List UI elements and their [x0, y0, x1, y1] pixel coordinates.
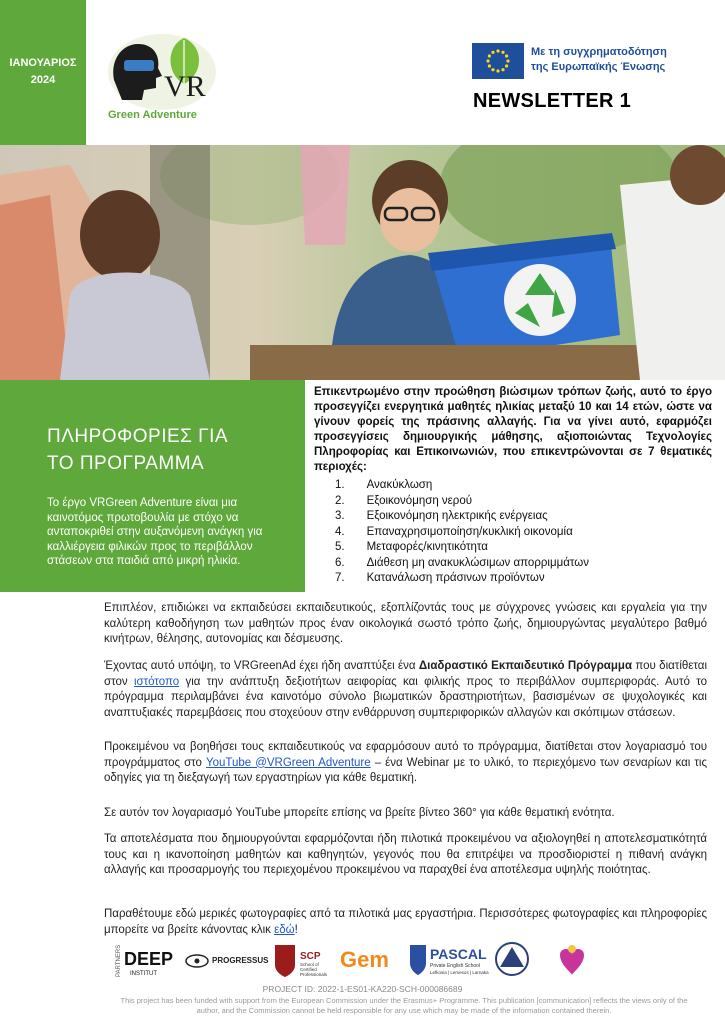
pascal-logo-sub2: Lefkosia | Lemesos | Larnaka	[430, 970, 489, 975]
list-item	[312, 556, 692, 572]
list-item-number: 7.	[335, 572, 345, 584]
body-paragraph-teachers: Επιπλέον, επιδιώκει να εκπαιδεύσει εκπαιδευτικούς, εξοπλίζοντάς τους με σύγχρονες γνώσεις και εργαλεία για την καλύτερη καθοδήγηση των μαθητών προς έναν οικολογικά σωστό τρόπο ζωής, δημιουργώντας μεγαλύτερο βαθμό κινήτρων, θέλησης, αυτονομίας και δέσμευσης.	[104, 602, 707, 645]
p6-text-b: !	[294, 923, 298, 936]
scp-logo-sub3: Professionals	[300, 972, 328, 977]
eu-text-line1: Με τη συγχρηματοδότηση	[531, 46, 667, 58]
list-item	[312, 509, 692, 525]
pascal-logo	[410, 945, 489, 975]
scp-logo-sub2: Certified	[300, 967, 317, 972]
date-box	[0, 0, 86, 145]
list-item	[312, 540, 692, 556]
website-link[interactable]: ιστότοπο	[133, 675, 180, 688]
list-item-label: Εξοικονόμηση ηλεκτρικής ενέργειας	[366, 510, 548, 522]
info-title-line2: ΤΟ ΠΡΟΓΡΑΜΜΑ	[47, 453, 205, 474]
p3-text-b: – ένα Webinar με το υλικό, το περιεχόμενο των σεναρίων και τις οδηγίες για τη διεξαγωγή των εργαστηρίων για κάθε θεματική.	[104, 756, 708, 784]
triangle-institution-logo	[496, 943, 528, 975]
list-item-number: 3.	[335, 510, 345, 522]
list-item-label: Εξοικονόμηση νερού	[366, 494, 473, 507]
list-item-label: Μεταφορές/κινητικότητα	[366, 541, 488, 553]
body-paragraph-photos	[104, 907, 707, 938]
list-item	[312, 571, 692, 587]
list-item	[312, 478, 692, 494]
list-item-label: Ανακύκλωση	[366, 479, 433, 491]
scp-logo	[275, 945, 328, 977]
logo-vr-text: VR	[164, 70, 206, 103]
list-item	[312, 494, 692, 510]
p2-text-b: που διατίθεται στον	[104, 660, 707, 688]
list-item	[312, 525, 692, 541]
funding-disclaimer: This project has been funded with support from the European Commission under the Erasmus+ Programme. This publication [communication] reflects the views only of the author, and the Commission cannot be held responsible for any use which may be made of the information contained therein.	[120, 996, 688, 1015]
gem-logo-text: Gem	[340, 947, 389, 972]
list-item-number: 4.	[335, 525, 345, 538]
info-title-line1: ΠΛΗΡΟΦΟΡΙΕΣ ΓΙΑ	[47, 426, 229, 447]
month-label: ΙΑΝΟΥΑΡΙΟΣ	[9, 57, 77, 69]
photos-link[interactable]: εδώ	[274, 923, 295, 936]
p3-text-a: Προκειμένου να βοηθήσει τους εκπαιδευτικούς να εφαρμόσουν αυτό το πρόγραμμα, διατίθεται στον λογαριασμό του προγράμματος στο	[104, 741, 707, 769]
eu-cofunding	[472, 40, 702, 80]
info-panel	[0, 380, 305, 592]
youtube-channel-link[interactable]: YouTube @VRGreen Adventure	[205, 756, 371, 769]
partner-logos	[110, 935, 610, 985]
list-item-number: 6.	[335, 556, 345, 569]
eu-text-line2: της Ευρωπαϊκής Ένωσης	[531, 61, 666, 73]
intro-paragraph: Επικεντρωμένο στην προώθηση βιώσιμων τρόπων ζωής, αυτό το έργο προσεγγίζει ενεργητικά μαθητές ηλικίας μεταξύ 10 και 14 ετών, ώστε να γίνουν φορείς της πράσινης αλλαγής. Για να γίνει αυτό, εφαρμόζει προσεγγίσεις δημιουργικής μάθησης, αξιοποιώντας Τεχνολογίες Πληροφορίας και Επικοινωνιών, που επικεντρώνονται σε 7 θεματικές περιοχές:	[314, 386, 712, 473]
body-paragraph-program	[104, 659, 707, 721]
list-item-number: 1.	[335, 479, 345, 491]
p2-text-a: Έχοντας αυτό υπόψη, το VRGreenAd έχει ήδη αναπτύξει ένα	[104, 660, 419, 672]
heart-school-logo	[560, 945, 584, 975]
scp-logo-text: SCP	[300, 951, 321, 962]
list-item-number: 2.	[335, 494, 345, 507]
deep-institut-logo	[124, 949, 173, 977]
pascal-logo-text: PASCAL	[430, 946, 487, 962]
body-paragraph-results: Τα αποτελέσματα που δημιουργούνται εφαρμόζονται ήδη πιλοτικά προκειμένου να αξιολογηθεί η αποτελεσματικότητά τους και η ικανοποίηση μαθητών και καθηγητών, γεγονός που θα επιτρέψει να προσδιοριστεί η πιθανή ανάγκη αλλαγής και προσαρμογής του περιεχομένου προκειμένου να παραχθεί ένα αποτέλεσμα υψηλής ποιότητας.	[104, 833, 707, 876]
p6-text-a: Παραθέτουμε εδώ μερικές φωτογραφίες από τα πιλοτικά μας εργαστήρια. Περισσότερες φωτογραφίες και πληροφορίες μπορείτε να βρείτε κάνοντας κλικ	[104, 908, 707, 936]
list-item-number: 5.	[335, 541, 345, 553]
gem-logo	[340, 947, 389, 972]
p2-text-c: για την ανάπτυξη δεξιοτήτων αειφορίας και φιλικής προς το περιβάλλον συμπεριφοράς. Αυτό το πρόγραμμα περιλαμβάνει ένα καινοτόμο σύνολο βιωματικών δραστηριοτήτων, βασισμένων σε ψυχολογικές και αναπτυξιακές παρεμβάσεις που στοχεύουν στην ενθάρρυνση συμπεριφορικών αλλαγών και σκόπιμων στάσεων.	[104, 675, 707, 719]
list-item-label: Κατανάλωση πράσινων προϊόντων	[366, 572, 545, 584]
project-id: PROJECT ID: 2022-1-ES01-KA220-SCH-000086689	[262, 984, 463, 994]
list-item-label: Διάθεση μη ανακυκλώσιμων απορριμμάτων	[366, 556, 589, 569]
body-paragraph-360-videos: Σε αυτόν τον λογαριασμό YouTube μπορείτε επίσης να βρείτε βίντεο 360° για κάθε θεματική ενότητα.	[104, 807, 615, 819]
list-item-label: Επαναχρησιμοποίηση/κυκλική οικονομία	[366, 525, 573, 538]
progressus-logo-text: PROGRESSUS	[212, 956, 269, 965]
progressus-logo	[186, 955, 269, 967]
newsletter-title: NEWSLETTER 1	[473, 90, 632, 112]
eu-flag-icon	[472, 43, 524, 79]
body-paragraph-youtube	[104, 740, 707, 787]
hero-photo	[0, 145, 725, 380]
info-panel-text: Το έργο VRGreen Adventure είναι μια καινοτόμος πρωτοβουλία με στόχο να ανταποκριθεί στην αυξανόμενη ανάγκη για καλλιέργεια φιλικών προς το περιβάλλον στάσεων στα παιδιά από μικρή ηλικία.	[47, 497, 263, 567]
deep-logo-text: DEEP	[124, 949, 174, 969]
partners-label: PARTNERS	[116, 944, 122, 977]
info-panel-title	[47, 423, 267, 477]
vrgreen-logo	[100, 30, 230, 122]
thematic-areas-list	[312, 478, 692, 587]
deep-logo-sub: INSTITUT	[130, 971, 157, 977]
year-label: 2024	[30, 74, 56, 86]
logo-subtitle: Green Adventure	[108, 109, 197, 121]
pascal-logo-sub1: Private English School	[430, 963, 481, 969]
scp-logo-sub1: School of	[300, 962, 319, 967]
p2-bold-program-name: Διαδραστικό Εκπαιδευτικό Πρόγραμμα	[418, 660, 633, 672]
